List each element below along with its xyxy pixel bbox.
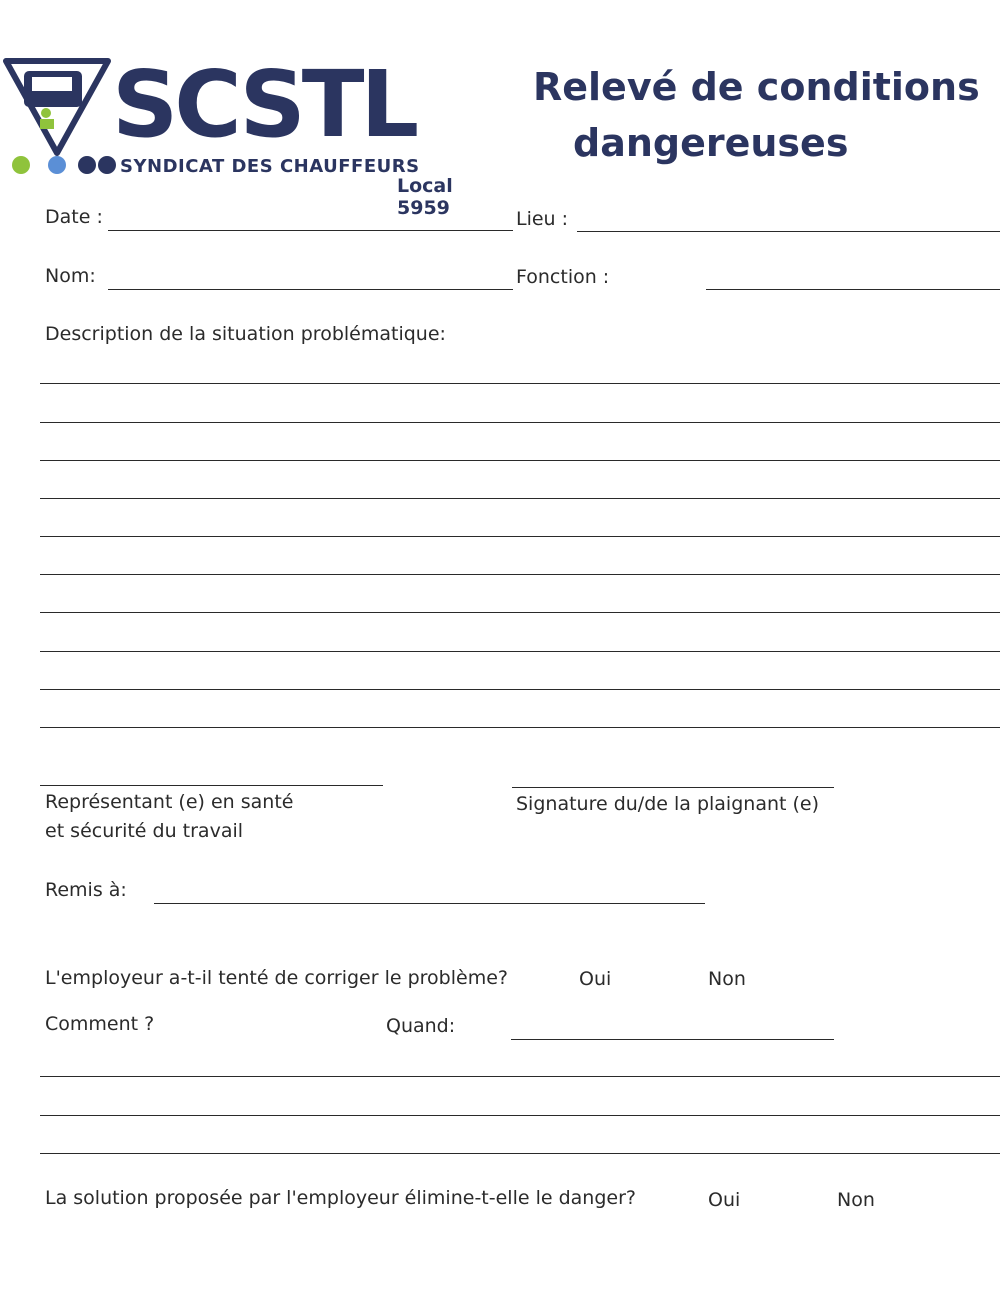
question-employer-correction: L'employeur a-t-il tenté de corriger le problème? bbox=[45, 967, 508, 989]
logo-local: Local 5959 bbox=[397, 175, 453, 219]
page-title-line1: Relevé de conditions bbox=[533, 65, 980, 109]
description-line[interactable] bbox=[40, 498, 1000, 499]
logo-dot-navy-1 bbox=[78, 156, 96, 174]
comment-line[interactable] bbox=[40, 1076, 1000, 1077]
description-line[interactable] bbox=[40, 612, 1000, 613]
quand-label: Quand: bbox=[386, 1015, 456, 1037]
date-label: Date : bbox=[45, 206, 103, 228]
representative-label-line2: et sécurité du travail bbox=[45, 820, 244, 842]
nom-field[interactable] bbox=[108, 289, 513, 290]
description-line[interactable] bbox=[40, 689, 1000, 690]
comment-line[interactable] bbox=[40, 1153, 1000, 1154]
logo-dot-navy-2 bbox=[98, 156, 116, 174]
date-field[interactable] bbox=[108, 230, 513, 231]
description-line[interactable] bbox=[40, 536, 1000, 537]
question1-oui-option[interactable]: Oui bbox=[579, 968, 612, 990]
logo-wordmark: SCSTL bbox=[112, 51, 416, 158]
logo-dot-blue bbox=[48, 156, 66, 174]
description-label: Description de la situation problématique: bbox=[45, 323, 446, 345]
nom-label: Nom: bbox=[45, 265, 96, 287]
description-line[interactable] bbox=[40, 574, 1000, 575]
complainant-signature-line[interactable] bbox=[512, 787, 834, 788]
description-line[interactable] bbox=[40, 383, 1000, 384]
question2-oui-option[interactable]: Oui bbox=[708, 1189, 741, 1211]
question2-non-option[interactable]: Non bbox=[837, 1189, 875, 1211]
description-line[interactable] bbox=[40, 460, 1000, 461]
lieu-field[interactable] bbox=[577, 231, 1000, 232]
comment-line[interactable] bbox=[40, 1115, 1000, 1116]
question-solution-eliminates-danger: La solution proposée par l'employeur élimine-t-elle le danger? bbox=[45, 1187, 636, 1209]
page-title-line2: dangereuses bbox=[573, 121, 849, 165]
lieu-label: Lieu : bbox=[516, 208, 569, 230]
remis-label: Remis à: bbox=[45, 879, 127, 901]
comment-label: Comment ? bbox=[45, 1013, 155, 1035]
remis-field[interactable] bbox=[154, 903, 705, 904]
question1-non-option[interactable]: Non bbox=[708, 968, 746, 990]
description-line[interactable] bbox=[40, 422, 1000, 423]
complainant-signature-label: Signature du/de la plaignant (e) bbox=[516, 793, 820, 815]
description-line[interactable] bbox=[40, 727, 1000, 728]
description-line[interactable] bbox=[40, 651, 1000, 652]
bus-triangle-icon bbox=[2, 57, 112, 157]
quand-field[interactable] bbox=[511, 1039, 834, 1040]
representative-label-line1: Représentant (e) en santé bbox=[45, 791, 294, 813]
fonction-label: Fonction : bbox=[516, 266, 610, 288]
logo-dot-green bbox=[12, 156, 30, 174]
representative-signature-line[interactable] bbox=[40, 785, 383, 786]
logo-tagline: SYNDICAT DES CHAUFFEURS bbox=[120, 156, 420, 177]
fonction-field[interactable] bbox=[706, 289, 1000, 290]
